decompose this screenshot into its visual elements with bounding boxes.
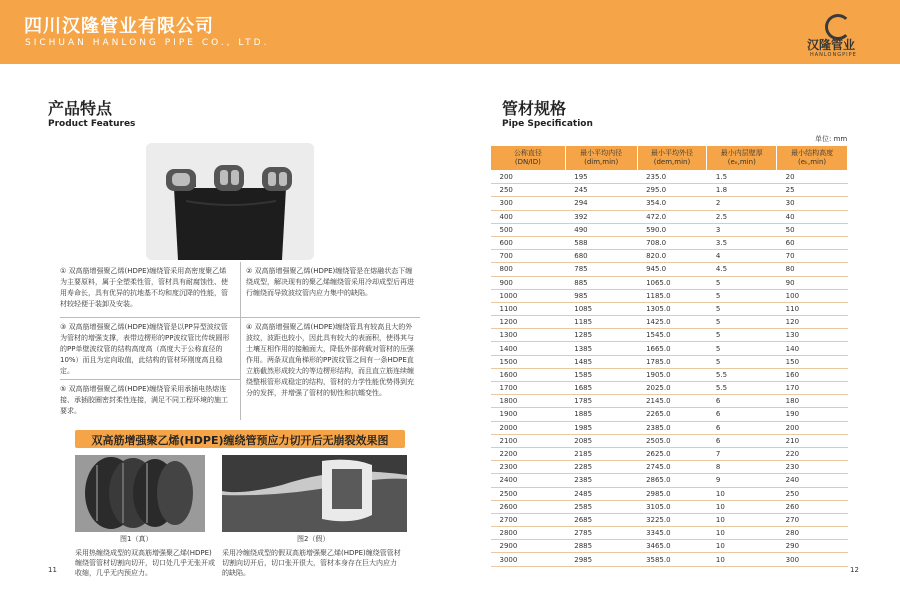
table-row xyxy=(491,276,848,289)
table-cell: 7 xyxy=(707,447,777,460)
table-cell: 50 xyxy=(777,223,848,236)
table-row xyxy=(491,447,848,460)
table-cell: 210 xyxy=(777,434,848,447)
feature-3: ③ 双高筋增强聚乙烯(HDPE)缠绕管是以PP异型波纹管为管材的增强支撑，表带边楞形的PP波纹管比传统圆形的PP单壁波纹管的结构高度高（高度大于公称直径的10%）而且为定向取值，此结构的管材环刚度高且稳定。 xyxy=(60,323,230,375)
table-cell: 1785.0 xyxy=(637,355,707,368)
table-cell: 3345.0 xyxy=(637,527,707,540)
table-cell: 2265.0 xyxy=(637,408,707,421)
table-cell: 1385 xyxy=(565,342,637,355)
table-cell: 2400 xyxy=(491,474,566,487)
table-row xyxy=(491,434,848,447)
table-cell: 2485 xyxy=(565,487,637,500)
table-cell: 1785 xyxy=(565,395,637,408)
col-header: 最小结构高度 (eₖ,min) xyxy=(777,146,848,171)
table-cell: 2800 xyxy=(491,527,566,540)
table-cell: 2025.0 xyxy=(637,382,707,395)
table-cell: 5.5 xyxy=(707,382,777,395)
table-cell: 160 xyxy=(777,368,848,381)
table-cell: 500 xyxy=(491,223,566,236)
table-cell: 80 xyxy=(777,263,848,276)
table-cell: 100 xyxy=(777,289,848,302)
table-cell: 5 xyxy=(707,302,777,315)
table-cell: 1200 xyxy=(491,316,566,329)
table-row xyxy=(491,210,848,223)
table-cell: 588 xyxy=(565,236,637,249)
table-row xyxy=(491,302,848,315)
table-cell: 220 xyxy=(777,447,848,460)
table-cell: 40 xyxy=(777,210,848,223)
table-cell: 230 xyxy=(777,461,848,474)
column-divider xyxy=(240,262,241,420)
logo-text-en: HANLONGPIPE xyxy=(810,52,857,58)
table-cell: 170 xyxy=(777,382,848,395)
table-cell: 110 xyxy=(777,302,848,315)
table-cell: 1.5 xyxy=(707,171,777,184)
table-row xyxy=(491,329,848,342)
fig2-photo xyxy=(222,455,407,532)
table-row xyxy=(491,540,848,553)
table-cell: 120 xyxy=(777,316,848,329)
table-cell: 1545.0 xyxy=(637,329,707,342)
table-cell: 1300 xyxy=(491,329,566,342)
page-header xyxy=(0,0,900,64)
table-row xyxy=(491,461,848,474)
table-cell: 5 xyxy=(707,289,777,302)
table-cell: 1905.0 xyxy=(637,368,707,381)
table-cell: 2885 xyxy=(565,540,637,553)
table-cell: 140 xyxy=(777,342,848,355)
spec-title-cn: 管材规格 xyxy=(502,99,567,118)
table-cell: 300 xyxy=(491,197,566,210)
table-cell: 2700 xyxy=(491,513,566,526)
table-cell: 820.0 xyxy=(637,250,707,263)
table-cell: 2745.0 xyxy=(637,461,707,474)
table-cell: 590.0 xyxy=(637,223,707,236)
table-cell: 2100 xyxy=(491,434,566,447)
table-row xyxy=(491,342,848,355)
spec-title-en: Pipe Specification xyxy=(502,119,593,129)
spec-table xyxy=(490,145,848,567)
table-cell: 195 xyxy=(565,171,637,184)
effect-banner xyxy=(75,430,405,448)
table-cell: 1185.0 xyxy=(637,289,707,302)
table-cell: 490 xyxy=(565,223,637,236)
table-cell: 2625.0 xyxy=(637,447,707,460)
table-cell: 700 xyxy=(491,250,566,263)
table-cell: 5.5 xyxy=(707,368,777,381)
table-cell: 2585 xyxy=(565,500,637,513)
company-logo xyxy=(807,14,882,58)
table-cell: 2900 xyxy=(491,540,566,553)
banner-text: 双高筋增强聚乙烯(HDPE)缠绕管预应力切开后无崩裂效果图 xyxy=(91,434,389,447)
table-cell: 1665.0 xyxy=(637,342,707,355)
table-cell: 5 xyxy=(707,276,777,289)
table-cell: 90 xyxy=(777,276,848,289)
table-cell: 1305.0 xyxy=(637,302,707,315)
page-number-left: 11 xyxy=(48,566,57,574)
table-row xyxy=(491,408,848,421)
table-cell: 6 xyxy=(707,395,777,408)
table-cell: 2685 xyxy=(565,513,637,526)
table-cell: 294 xyxy=(565,197,637,210)
table-cell: 10 xyxy=(707,553,777,566)
table-cell: 1685 xyxy=(565,382,637,395)
table-cell: 150 xyxy=(777,355,848,368)
table-cell: 2505.0 xyxy=(637,434,707,447)
features-grid xyxy=(60,262,420,422)
table-cell: 2285 xyxy=(565,461,637,474)
table-cell: 1185 xyxy=(565,316,637,329)
table-cell: 3225.0 xyxy=(637,513,707,526)
table-cell: 1085 xyxy=(565,302,637,315)
table-cell: 300 xyxy=(777,553,848,566)
table-row xyxy=(491,223,848,236)
table-cell: 30 xyxy=(777,197,848,210)
logo-text-cn: 汉隆管业 xyxy=(807,38,856,52)
table-cell: 190 xyxy=(777,408,848,421)
table-cell: 2500 xyxy=(491,487,566,500)
table-cell: 10 xyxy=(707,513,777,526)
table-cell: 680 xyxy=(565,250,637,263)
table-row xyxy=(491,382,848,395)
table-cell: 800 xyxy=(491,263,566,276)
fig1-description: 采用热缠绕成型的双高筋增强聚乙烯(HDPE)缠绕管管材切割向切开，切口处几乎无张开或收缩，几乎无内预应力。 xyxy=(75,549,215,577)
table-row xyxy=(491,236,848,249)
table-cell: 3105.0 xyxy=(637,500,707,513)
table-row xyxy=(491,395,848,408)
table-row xyxy=(491,184,848,197)
table-cell: 2 xyxy=(707,197,777,210)
table-cell: 5 xyxy=(707,329,777,342)
table-cell: 200 xyxy=(777,421,848,434)
table-cell: 1585 xyxy=(565,368,637,381)
table-cell: 25 xyxy=(777,184,848,197)
table-cell: 2385.0 xyxy=(637,421,707,434)
table-cell: 2785 xyxy=(565,527,637,540)
col-header: 公称直径 (DN/ID) xyxy=(491,146,566,171)
table-cell: 392 xyxy=(565,210,637,223)
table-cell: 235.0 xyxy=(637,171,707,184)
table-cell: 1485 xyxy=(565,355,637,368)
table-cell: 3465.0 xyxy=(637,540,707,553)
table-cell: 200 xyxy=(491,171,566,184)
table-cell: 2000 xyxy=(491,421,566,434)
fig2-caption: 图2（假） xyxy=(297,535,330,543)
table-cell: 1500 xyxy=(491,355,566,368)
table-cell: 290 xyxy=(777,540,848,553)
feature-5: ⑤ 双高筋增强聚乙烯(HDPE)缠绕管采用承插电热熔连接、承插胶圈密封柔性连接，满足不同工程环境的施工要求。 xyxy=(60,385,228,415)
table-cell: 1800 xyxy=(491,395,566,408)
table-header-row xyxy=(491,146,848,171)
table-row xyxy=(491,487,848,500)
fig1-photo xyxy=(75,455,205,532)
col-header: 最小内层壁厚 (eₑ,min) xyxy=(707,146,777,171)
table-cell: 2200 xyxy=(491,447,566,460)
table-cell: 3.5 xyxy=(707,236,777,249)
table-cell: 4 xyxy=(707,250,777,263)
table-cell: 5 xyxy=(707,355,777,368)
table-cell: 130 xyxy=(777,329,848,342)
features-title-cn: 产品特点 xyxy=(48,99,113,118)
fig1-caption: 图1（真） xyxy=(120,535,153,543)
table-cell: 20 xyxy=(777,171,848,184)
table-cell: 10 xyxy=(707,527,777,540)
table-cell: 1600 xyxy=(491,368,566,381)
table-cell: 708.0 xyxy=(637,236,707,249)
table-cell: 60 xyxy=(777,236,848,249)
feature-4: ④ 双高筋增强聚乙烯(HDPE)缠绕管具有较高且大的外波纹，波距也较小，因此具有较大的表面积，使得其与土壤互相作用的接触面大，降低外部荷载对管材的压强作用。两条双直角梯形的PP波纹管之间有一条HDPE直立筋截然形成较大的等边楞形结构，而且直立筋连续缠绕整根管形成稳定的结构，管材的力学性能优势得到充分的发挥，并增强了管材的韧性和抗蠕变性。 xyxy=(246,323,414,397)
company-name-cn: 四川汉隆管业有限公司 xyxy=(24,16,214,37)
table-cell: 1285 xyxy=(565,329,637,342)
table-cell: 3000 xyxy=(491,553,566,566)
table-cell: 70 xyxy=(777,250,848,263)
fig2-description: 采用冷缠绕成型的假双高筋增强聚乙烯(HDPE)缠绕管管材切割向切开后，切口张开很大，管材本身存在巨大内应力的缺陷。 xyxy=(222,549,401,577)
table-cell: 270 xyxy=(777,513,848,526)
table-cell: 5 xyxy=(707,342,777,355)
feature-1: ① 双高筋增强聚乙烯(HDPE)缠绕管采用高密度聚乙烯为主要原料，属于全塑柔性管，管材具有耐腐蚀性、使用寿命长，具有优异的抗地基不均和度沉降的性能，管材较轻便于装卸及安装。 xyxy=(60,267,228,308)
table-cell: 1100 xyxy=(491,302,566,315)
table-row xyxy=(491,500,848,513)
table-cell: 2185 xyxy=(565,447,637,460)
table-cell: 8 xyxy=(707,461,777,474)
table-cell: 2600 xyxy=(491,500,566,513)
table-cell: 1400 xyxy=(491,342,566,355)
table-cell: 250 xyxy=(777,487,848,500)
table-cell: 1425.0 xyxy=(637,316,707,329)
table-cell: 2.5 xyxy=(707,210,777,223)
feature-2: ② 双高筋增强聚乙烯(HDPE)缠绕管是在熔融状态下缠绕成型，解决现有的聚乙烯缠绕管采用冷却成型后再进行缠绕而导致波纹管内应力集中的缺陷。 xyxy=(246,267,414,297)
table-cell: 3 xyxy=(707,223,777,236)
table-cell: 280 xyxy=(777,527,848,540)
table-cell: 6 xyxy=(707,408,777,421)
table-cell: 1000 xyxy=(491,289,566,302)
table-cell: 295.0 xyxy=(637,184,707,197)
table-cell: 2985.0 xyxy=(637,487,707,500)
table-cell: 600 xyxy=(491,236,566,249)
table-row xyxy=(491,171,848,184)
table-cell: 2985 xyxy=(565,553,637,566)
table-cell: 10 xyxy=(707,540,777,553)
table-row xyxy=(491,289,848,302)
table-row xyxy=(491,355,848,368)
table-row xyxy=(491,316,848,329)
table-cell: 10 xyxy=(707,487,777,500)
table-row xyxy=(491,263,848,276)
table-cell: 354.0 xyxy=(637,197,707,210)
table-cell: 2300 xyxy=(491,461,566,474)
company-name-en: SICHUAN HANLONG PIPE CO., LTD. xyxy=(25,38,270,48)
table-cell: 1900 xyxy=(491,408,566,421)
table-row xyxy=(491,421,848,434)
table-cell: 472.0 xyxy=(637,210,707,223)
table-cell: 1700 xyxy=(491,382,566,395)
table-row xyxy=(491,553,848,566)
table-cell: 260 xyxy=(777,500,848,513)
table-cell: 6 xyxy=(707,421,777,434)
table-cell: 5 xyxy=(707,316,777,329)
table-cell: 2385 xyxy=(565,474,637,487)
table-cell: 985 xyxy=(565,289,637,302)
table-cell: 6 xyxy=(707,434,777,447)
table-cell: 10 xyxy=(707,500,777,513)
table-cell: 2085 xyxy=(565,434,637,447)
table-cell: 945.0 xyxy=(637,263,707,276)
table-cell: 2145.0 xyxy=(637,395,707,408)
table-row xyxy=(491,513,848,526)
divider xyxy=(60,379,240,380)
page-number-right: 12 xyxy=(850,566,859,574)
table-row xyxy=(491,368,848,381)
features-title-en: Product Features xyxy=(48,119,136,129)
table-cell: 1885 xyxy=(565,408,637,421)
table-cell: 4.5 xyxy=(707,263,777,276)
table-row xyxy=(491,527,848,540)
table-row xyxy=(491,197,848,210)
col-header: 最小平均外径 (dem,min) xyxy=(637,146,707,171)
table-cell: 900 xyxy=(491,276,566,289)
table-row xyxy=(491,250,848,263)
table-cell: 400 xyxy=(491,210,566,223)
table-cell: 885 xyxy=(565,276,637,289)
table-cell: 240 xyxy=(777,474,848,487)
col-header: 最小平均内径 (dim,min) xyxy=(565,146,637,171)
pipe-profile-image xyxy=(146,143,314,260)
table-cell: 785 xyxy=(565,263,637,276)
table-cell: 3585.0 xyxy=(637,553,707,566)
table-cell: 245 xyxy=(565,184,637,197)
table-cell: 250 xyxy=(491,184,566,197)
table-cell: 2865.0 xyxy=(637,474,707,487)
table-cell: 1985 xyxy=(565,421,637,434)
table-cell: 1.8 xyxy=(707,184,777,197)
table-cell: 1065.0 xyxy=(637,276,707,289)
table-cell: 180 xyxy=(777,395,848,408)
table-cell: 9 xyxy=(707,474,777,487)
table-row xyxy=(491,474,848,487)
unit-label: 单位: mm xyxy=(815,135,848,143)
